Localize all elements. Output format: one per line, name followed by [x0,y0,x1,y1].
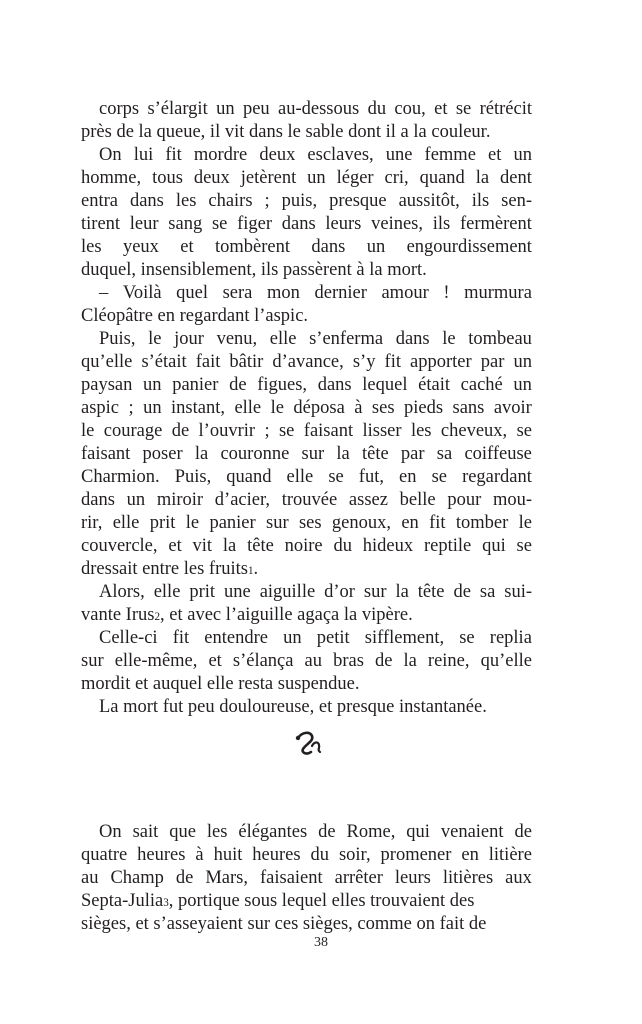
word: petit [316,628,350,648]
word: ils [471,191,490,211]
word: en [461,845,479,865]
text-line [81,167,532,190]
word: un [283,628,302,648]
word: tous [152,168,183,188]
word: chairs [208,191,253,211]
text-line [81,420,532,443]
word: se [516,536,532,556]
word: aux [505,868,532,888]
word: deux [193,168,230,188]
text-line [81,213,532,236]
word: homme, [81,168,142,188]
word: une [224,582,251,602]
word: venu, [216,329,258,349]
text-line [81,512,532,535]
text-line [81,397,532,420]
word: replia [489,628,532,648]
word: sang [168,214,203,234]
word: elle-même, [114,651,198,671]
page-text [81,98,532,936]
word: tombeau [468,329,532,349]
word: esclaves, [307,145,374,165]
word: belle [399,490,436,510]
word: promener [380,845,452,865]
word: arrêter [334,868,383,888]
word: tête [247,536,274,556]
word: mou- [492,490,532,510]
word: faisant [81,444,131,464]
word: tête [361,444,389,464]
word: huit [213,845,243,865]
word: On [99,822,122,842]
word: de [175,868,194,888]
text-line [81,328,532,351]
word: dent [500,168,532,188]
word: lui [133,145,154,165]
text-line [81,282,532,305]
word: regardant [462,467,532,487]
word: fit [384,352,401,372]
word: cri, [384,168,409,188]
paragraph [81,581,532,627]
word: du [333,536,352,556]
word: les [175,191,197,211]
paragraph [81,696,532,719]
word: s’élança [232,651,294,671]
word: puis, [281,191,318,211]
word: fit [172,628,190,648]
word: et [208,651,222,671]
word: Rome, [346,822,396,842]
word: fait [195,352,221,372]
text-line [81,466,532,489]
word: et [488,145,502,165]
serpent-ornament-icon [81,719,532,759]
word: sifflement, [364,628,445,648]
word: corps [99,99,140,119]
word: avoir [493,398,532,418]
word: ; [264,421,270,441]
word: s’élargit [147,99,208,119]
word: ses [298,513,322,533]
word: un [143,375,162,395]
text-line [81,627,532,650]
word: dans [317,375,352,395]
word: elle [112,513,140,533]
word: panier [209,513,256,533]
word: bras [333,651,364,671]
word: sait [132,822,159,842]
word: et [434,99,448,119]
word: figer [237,214,273,234]
word: se [278,421,295,441]
word: un [126,490,146,510]
word: sa [479,582,496,602]
word: quand [226,467,272,487]
word: une [385,145,413,165]
text-line [81,443,532,466]
word: ! [443,283,450,303]
word: dans [395,329,430,349]
word: fermèrent [459,214,532,234]
word: se [431,467,447,487]
text-segment: , et avec l’aiguille agaça la vipère. [160,605,413,625]
word: par [400,444,425,464]
word: le [81,421,95,441]
text-block-top [81,98,532,719]
text-line [81,867,532,890]
word: un [513,352,532,372]
word: de [514,822,532,842]
word: que [169,822,196,842]
word: quand [419,168,465,188]
paragraph [81,821,532,936]
word: sur [301,444,325,464]
word: sur [266,513,289,533]
word: mordre [193,145,248,165]
word: du [310,845,330,865]
word: soir, [338,845,371,865]
word: prit [149,513,176,533]
text-segment: , portique sous lequel elles trouvaient des [168,891,475,911]
page-number: 38 [314,935,328,950]
word: lisser [362,421,402,441]
word: dans [81,490,115,510]
word: de [229,375,247,395]
word: reine, [427,651,470,671]
word: d’acier, [214,490,271,510]
text-line [81,305,532,328]
word: murmura [464,283,532,303]
word: entra [81,191,118,211]
word: à [195,845,204,865]
text-block-bottom [81,821,532,936]
text-segment: Septa-Julia [81,891,164,911]
word: dans [311,237,346,257]
word: la [395,582,409,602]
word: les [410,421,432,441]
word: paysan [81,375,133,395]
word: instant, [171,398,225,418]
word: vit [192,536,213,556]
text-line [81,144,532,167]
word: amour [381,283,429,303]
word: Voilà [122,283,162,303]
text-line: vante Irus 2 , et avec l’aiguille agaça la vipère. [81,605,413,625]
word: noire [284,536,323,556]
word: aiguille [259,582,316,602]
word: jour [174,329,204,349]
word: se [459,628,475,648]
text-line [81,535,532,558]
word: elle [286,467,314,487]
word: veines, [371,214,424,234]
word: Puis, [174,467,212,487]
word: sera [222,283,253,303]
word: sans [452,398,485,418]
word: en [401,513,419,533]
word: qui [482,536,506,556]
word: leurs [325,214,362,234]
word: rétrécit [479,99,532,119]
word: Champ [110,868,164,888]
word: femme [424,145,476,165]
word: faisant [303,421,354,441]
text-line [81,673,532,696]
word: se [211,214,228,234]
word: au [304,651,323,671]
word: prit [189,582,216,602]
word: aspic [81,398,120,418]
word: couvercle, [81,536,158,556]
word: coiffeuse [464,444,532,464]
word: tête [417,582,445,602]
word: couronne [220,444,290,464]
word: cheveux, [440,421,508,441]
word: du [367,99,387,119]
word: la [222,536,237,556]
word: d’or [324,582,355,602]
word: quatre [81,845,128,865]
word: les [206,822,228,842]
text-segment: vante Irus [81,605,155,625]
word: Charmion. [81,467,160,487]
text-segment: sièges, et s’asseyaient sur ces sièges, comme on fait de [81,914,487,934]
text-line [81,844,532,867]
word: et [168,536,182,556]
word: fit [429,513,446,533]
word: yeux [122,237,159,257]
word: heures [137,845,186,865]
word: presque [329,191,387,211]
word: et [180,237,194,257]
text-line [81,236,532,259]
word: dans [281,214,316,234]
text-line [81,489,532,512]
word: au [81,868,99,888]
word: qu’elle [81,352,133,372]
word: Mars, [205,868,248,888]
word: assez [348,490,388,510]
word: lequel [362,375,408,395]
word: litières [442,868,494,888]
word: miroir [156,490,204,510]
word: ; [264,191,270,211]
word: entendre [204,628,268,648]
word: venaient [440,822,504,842]
text-segment: . [253,559,259,579]
word: trouvée [281,490,338,510]
word: – [99,283,109,303]
word: Puis, [99,329,136,349]
word: fut, [358,467,384,487]
text-line: Septa-Julia 3 , portique sous lequel elles trouvaient des [81,891,475,911]
text-line: dressait entre les fruits 1 . [81,559,259,579]
word: elle [269,329,297,349]
word: pour [447,490,482,510]
word: engourdissement [406,237,532,257]
word: était [418,375,450,395]
text-segment: mordit et auquel elle resta suspendue. [81,674,360,694]
word: ils [432,214,451,234]
word: tombèrent [215,237,291,257]
word: faisaient [259,868,323,888]
word: déposa [293,398,345,418]
word: apporter [410,352,472,372]
word: bâtir [229,352,264,372]
word: mon [267,283,300,303]
word: peu [242,99,270,119]
text-segment: La mort fut peu douloureuse, et presque instantanée. [99,697,487,717]
word: pieds [403,398,444,418]
text-line [81,259,532,282]
paragraph [81,282,532,328]
text-segment: près de la queue, il vit dans le sable dont il a la couleur. [81,122,491,142]
text-line [81,351,532,374]
word: dans [129,191,164,211]
text-line [81,821,532,844]
word: genoux, [331,513,391,533]
word: reptile [423,536,472,556]
word: cou, [394,99,426,119]
word: panier [172,375,219,395]
word: en [399,467,417,487]
word: se [516,421,532,441]
word: sa [436,444,453,464]
word: caché [460,375,503,395]
paragraph [81,328,532,581]
word: l’ouvrir [198,421,256,441]
word: litière [488,845,532,865]
word: un [143,398,162,418]
word: tomber [455,513,509,533]
word: les [81,237,102,257]
word: à [354,398,363,418]
word: de [374,651,393,671]
word: poser [142,444,183,464]
word: s’enferma [309,329,384,349]
word: fit [165,145,182,165]
paragraph [81,144,532,282]
word: sen- [501,191,532,211]
word: jetèrent [240,168,297,188]
word: elle [153,582,181,602]
word: se [328,467,344,487]
word: s’était [141,352,187,372]
word: d’avance, [272,352,344,372]
word: tirent [81,214,121,234]
word: de [171,421,190,441]
text-line [81,913,532,936]
word: le [148,329,162,349]
word: On [99,145,122,165]
word: s’y [352,352,376,372]
word: un [216,99,235,119]
word: par [480,352,505,372]
word: léger [336,168,374,188]
text-line [81,374,532,397]
word: courage [103,421,163,441]
word: dernier [314,283,367,303]
word: qu’elle [480,651,532,671]
word: le [518,513,532,533]
word: la [403,651,417,671]
paragraph [81,98,532,144]
text-line [81,98,532,121]
word: la [336,444,350,464]
word: leur [129,214,159,234]
word: hideux [362,536,414,556]
text-segment: dressait entre les fruits [81,559,248,579]
word: ses [371,398,395,418]
word: sur [363,582,387,602]
word: Celle-ci [99,628,158,648]
word: un [366,237,386,257]
word: leurs [394,868,431,888]
word: le [270,398,284,418]
word: la [194,444,209,464]
word: sui- [504,582,532,602]
word: quel [176,283,209,303]
word: élégantes [238,822,308,842]
word: le [185,513,200,533]
text-line [81,190,532,213]
paragraph [81,627,532,696]
word: ; [128,398,134,418]
text-line [81,650,532,673]
text-line [81,696,532,719]
word: se [455,99,472,119]
word: aussitôt, [398,191,460,211]
word: qui [406,822,430,842]
word: au-dessous [278,99,360,119]
text-line [81,121,532,144]
text-line [81,581,532,604]
word: de [318,822,336,842]
word: un [513,145,532,165]
word: le [442,329,456,349]
text-segment: duquel, insensiblement, ils passèrent à la mort. [81,260,427,280]
word: elle [234,398,262,418]
word: heures [252,845,301,865]
word: Alors, [99,582,145,602]
word: rir, [81,513,103,533]
word: sur [81,651,104,671]
word: un [513,375,532,395]
text-segment: Cléopâtre en regardant l’aspic. [81,306,309,326]
word: figues, [257,375,308,395]
word: un [307,168,326,188]
word: de [453,582,471,602]
word: deux [259,145,296,165]
word: la [475,168,490,188]
